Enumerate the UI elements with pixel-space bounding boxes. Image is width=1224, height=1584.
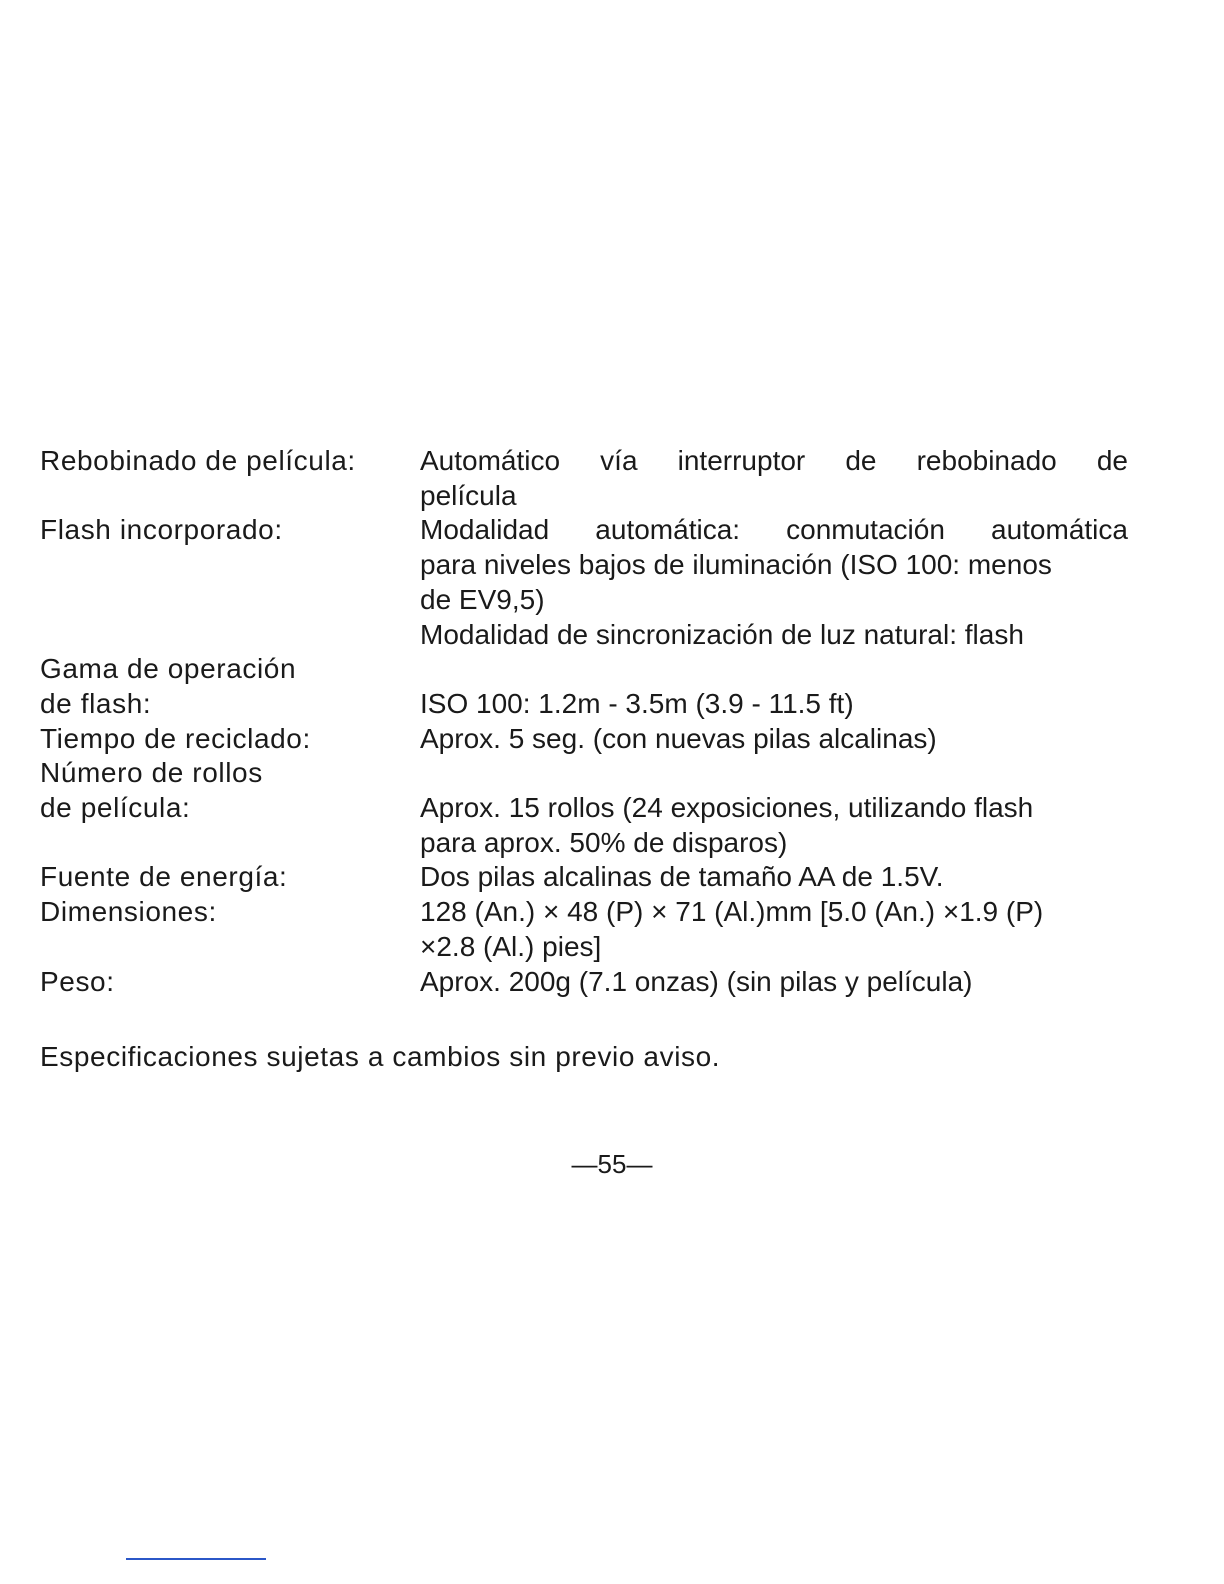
spec-value-word: conmutación — [786, 514, 945, 546]
spec-value-word: rebobinado — [916, 445, 1057, 476]
spec-value-line — [420, 513, 1128, 548]
spec-value-line: película — [420, 479, 517, 511]
footnote-rule — [126, 1558, 266, 1560]
spec-value-line: ×2.8 (Al.) pies] — [420, 930, 602, 962]
spec-label — [40, 756, 420, 860]
spec-row — [40, 965, 1130, 1000]
spec-row — [40, 756, 1130, 860]
spec-value-line: Aprox. 15 rollos (24 exposiciones, utilizando flash — [420, 792, 1034, 824]
spec-value-word: interruptor — [677, 445, 806, 476]
spec-value-line: Modalidad de sincronización de luz natural: flash — [420, 618, 1024, 650]
spec-value-line: Aprox. 200g (7.1 onzas) (sin pilas y película) — [420, 965, 973, 997]
spec-value — [420, 860, 1128, 895]
spec-value-line — [420, 652, 1128, 687]
spec-label — [40, 722, 420, 757]
spec-label-line: Tiempo de reciclado: — [40, 722, 311, 754]
spec-table — [40, 444, 1130, 999]
spec-label — [40, 513, 420, 652]
spec-value-word: de — [845, 445, 877, 476]
spec-label-line: de película: — [40, 792, 191, 824]
spec-value — [420, 513, 1128, 652]
spec-label-line: Gama de operación — [40, 653, 297, 685]
spec-value — [420, 965, 1128, 1000]
spec-value-word: Automático — [420, 445, 561, 476]
spec-row — [40, 860, 1130, 895]
spec-label-line: de flash: — [40, 687, 152, 719]
spec-label-line: Peso: — [40, 965, 115, 997]
spec-value — [420, 895, 1128, 964]
spec-value-line: ISO 100: 1.2m - 3.5m (3.9 - 11.5 ft) — [420, 687, 854, 719]
spec-value — [420, 756, 1128, 860]
spec-value-word: automática — [991, 514, 1128, 546]
spec-label — [40, 652, 420, 721]
spec-value — [420, 444, 1128, 513]
spec-value-line: Dos pilas alcalinas de tamaño AA de 1.5V. — [420, 861, 944, 893]
spec-value — [420, 722, 1128, 757]
specifications-note: Especificaciones sujetas a cambios sin previo aviso. — [40, 1041, 721, 1072]
spec-value-line — [420, 444, 1128, 479]
spec-label — [40, 895, 420, 964]
spec-row — [40, 513, 1130, 652]
spec-value-line: 128 (An.) × 48 (P) × 71 (Al.)mm [5.0 (An.) ×1.9 (P) — [420, 896, 1044, 928]
spec-row — [40, 895, 1130, 964]
spec-value-word: Modalidad — [420, 514, 550, 546]
spec-value-line: de EV9,5) — [420, 583, 545, 615]
spec-label-line: Dimensiones: — [40, 896, 217, 928]
spec-label-line: Flash incorporado: — [40, 514, 283, 546]
spec-row — [40, 444, 1130, 513]
spec-label-line: Número de rollos — [40, 757, 263, 789]
spec-value-line: para aprox. 50% de disparos) — [420, 826, 788, 858]
spec-label-line: Rebobinado de película: — [40, 445, 356, 476]
spec-label — [40, 965, 420, 1000]
spec-value-word: automática: — [595, 514, 741, 546]
spec-row — [40, 722, 1130, 757]
spec-label-line: Fuente de energía: — [40, 861, 288, 893]
spec-value-line: Aprox. 5 seg. (con nuevas pilas alcalinas) — [420, 722, 937, 754]
spec-value-word: de — [1096, 445, 1128, 476]
spec-row — [40, 652, 1130, 721]
spec-label — [40, 860, 420, 895]
spec-value — [420, 652, 1128, 721]
spec-value-line: para niveles bajos de iluminación (ISO 100: menos — [420, 549, 1052, 581]
spec-value-word: vía — [600, 445, 638, 476]
spec-label — [40, 444, 420, 513]
page-number: —55— — [571, 1149, 653, 1179]
spec-value-line — [420, 756, 1128, 791]
